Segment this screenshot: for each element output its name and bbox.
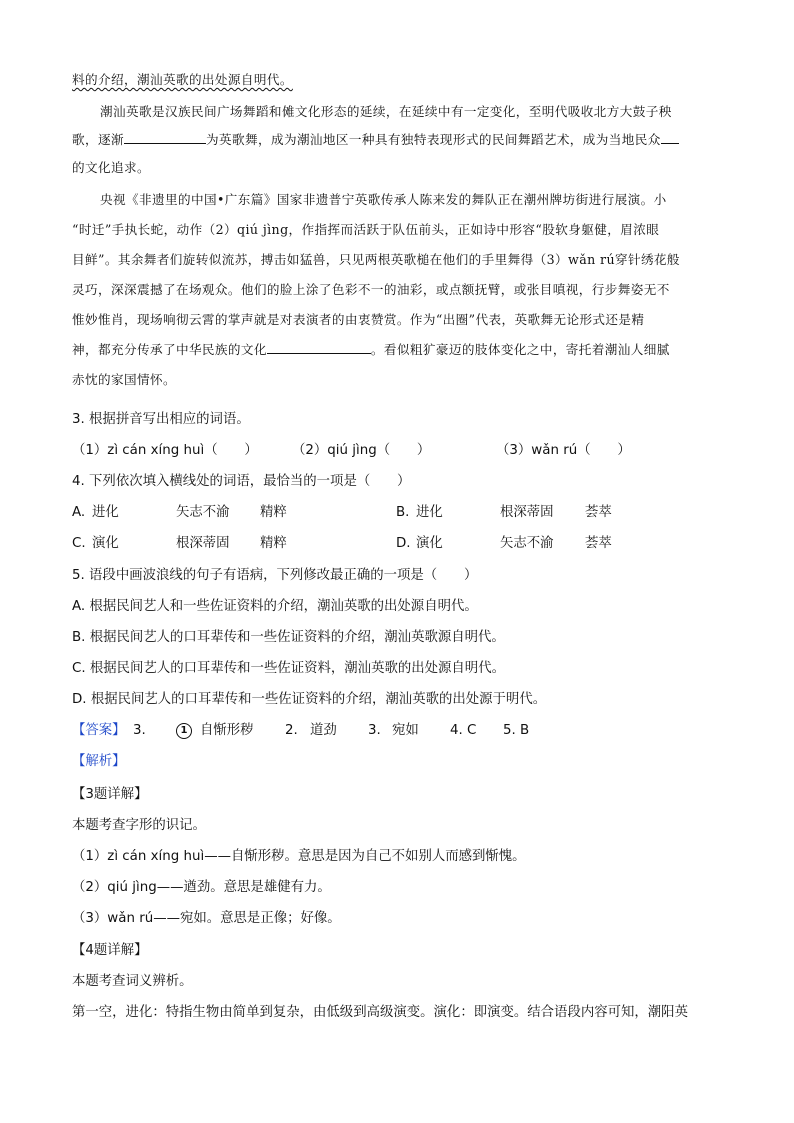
detail-4-intro: 本题考查词义辨析。 — [72, 974, 193, 989]
passage-paragraph-2-line-5: 惟妙惟肖，现场响彻云霄的掌声就是对表演者的由衷赞赏。作为“出圈”代表，英歌舞无论形式还是精 — [72, 312, 645, 327]
detail-3-title: 【3题详解】 — [72, 787, 148, 802]
detail-3-item-3: （3）wǎn rú——宛如。意思是正像；好像。 — [72, 911, 341, 926]
detail-3-item-2: （2）qiú jìng——遒劲。意思是雄健有力。 — [72, 880, 331, 895]
passage-paragraph-2-line-6 — [72, 340, 670, 360]
passage-paragraph-1-line-3: 的文化追求。 — [72, 160, 150, 175]
question-4-option-a-letter: A. — [72, 505, 86, 520]
question-4-option-d-word-3: 荟萃 — [585, 536, 612, 551]
passage-paragraph-1-line-1: 潮汕英歌是汉族民间广场舞蹈和傩文化形态的延续，在延续中有一定变化，至明代吸收北方大鼓子秧 — [100, 104, 672, 119]
question-4-option-a-word-2: 矢志不渝 — [176, 505, 230, 520]
question-3-title: 3. 根据拼音写出相应的词语。 — [72, 412, 250, 427]
question-3-item-3: （3）wǎn rú（ ） — [496, 443, 631, 458]
passage-paragraph-2-line-1: 央视《非遗里的中国•广东篇》国家非遗普宁英歌传承人陈来发的舞队正在潮州牌坊街进行展演。小 — [100, 192, 667, 207]
question-4-option-c-word-3: 精粹 — [260, 536, 287, 551]
wavy-underlined-sentence: 料的介绍，潮汕英歌的出处源自明代。 — [72, 72, 293, 87]
question-5-option-c: C. 根据民间艺人的口耳辈传和一些佐证资料，潮汕英歌的出处源自明代。 — [72, 661, 505, 676]
fill-blank-1 — [124, 130, 206, 144]
circled-number-1: 1 — [176, 723, 192, 739]
passage-paragraph-1-line-2 — [72, 130, 679, 150]
question-5-option-a: A. 根据民间艺人和一些佐证资料的介绍，潮汕英歌的出处源自明代。 — [72, 599, 478, 614]
question-4-option-d-word-1: 演化 — [416, 536, 443, 551]
answer-item-3-number: 3. — [368, 723, 381, 738]
question-3-item-2: （2）qiú jìng（ ） — [292, 443, 431, 458]
answer-word-3: 宛如 — [392, 723, 419, 738]
answer-word-2: 道劲 — [310, 723, 337, 738]
answer-word-1: 自惭形秽 — [200, 723, 254, 738]
question-4-option-b-word-1: 进化 — [416, 505, 443, 520]
passage-text: 。看似粗犷豪迈的肢体变化之中，寄托着潮汕人细腻 — [370, 342, 670, 357]
answer-label: 【答案】 — [72, 723, 126, 738]
question-4-option-d-word-2: 矢志不渝 — [500, 536, 554, 551]
detail-3-intro: 本题考查字形的识记。 — [72, 818, 206, 833]
passage-paragraph-2-line-3: 目鲜”。其余舞者们旋转似流苏，搏击如猛兽，只见两根英歌槌在他们的手里舞得（3）wǎn rú穿针绣花般 — [72, 252, 680, 267]
detail-4-line-1: 第一空，进化：特指生物由简单到复杂，由低级到高级演变。演化：即演变。结合语段内容可知，潮阳英 — [72, 1005, 688, 1020]
question-4-option-c-word-1: 演化 — [92, 536, 119, 551]
question-4-option-a-word-3: 精粹 — [260, 505, 287, 520]
question-4-option-d-letter: D. — [396, 536, 411, 551]
analysis-tag: 【解析】 — [72, 754, 126, 769]
answer-q3-number: 3. — [133, 723, 146, 738]
fill-blank-2 — [661, 130, 679, 144]
question-4-option-b-letter: B. — [396, 505, 410, 520]
answer-tag — [72, 721, 126, 741]
question-4-title: 4. 下列依次填入横线处的词语，最恰当的一项是（ ） — [72, 474, 411, 489]
detail-3-item-1: （1）zì cán xíng huì——自惭形秽。意思是因为自己不如别人而感到惭愧。 — [72, 849, 526, 864]
passage-paragraph-2-line-4: 灵巧，深深震撼了在场观众。他们的脸上涂了色彩不一的油彩，或点额抚臂，或张目嗔视，行步舞姿无不 — [72, 282, 670, 297]
question-3-item-1: （1）zì cán xíng huì（ ） — [72, 443, 258, 458]
answer-item-1 — [176, 721, 192, 741]
question-4-option-a-word-1: 进化 — [92, 505, 119, 520]
answer-q4: 4. C — [450, 723, 477, 738]
question-4-option-c-letter: C. — [72, 536, 86, 551]
passage-paragraph-2-line-7: 赤忱的家国情怀。 — [72, 372, 176, 387]
passage-text: 为英歌舞，成为潮汕地区一种具有独特表现形式的民间舞蹈艺术，成为当地民众 — [205, 132, 661, 147]
question-4-option-c-word-2: 根深蒂固 — [176, 536, 230, 551]
answer-q5: 5. B — [503, 723, 530, 738]
question-4-option-b-word-3: 荟萃 — [585, 505, 612, 520]
passage-paragraph-2-line-2: “时迁”手执长蛇，动作（2）qiú jìng，作指挥而活跃于队伍前头，正如诗中形容“股软身躯健，眉浓眼 — [72, 222, 660, 237]
question-4-option-b-word-2: 根深蒂固 — [500, 505, 554, 520]
detail-4-title: 【4题详解】 — [72, 943, 148, 958]
question-5-title: 5. 语段中画波浪线的句子有语病，下列修改最正确的一项是（ ） — [72, 568, 478, 583]
answer-item-2-number: 2. — [285, 723, 298, 738]
passage-text: 歌，逐渐 — [72, 132, 124, 147]
fill-blank-3 — [267, 340, 371, 354]
question-5-option-b: B. 根据民间艺人的口耳辈传和一些佐证资料的介绍，潮汕英歌源自明代。 — [72, 630, 505, 645]
passage-text: 神，都充分传承了中华民族的文化 — [72, 342, 267, 357]
question-5-option-d: D. 根据民间艺人的口耳辈传和一些佐证资料的介绍，潮汕英歌的出处源于明代。 — [72, 692, 547, 707]
